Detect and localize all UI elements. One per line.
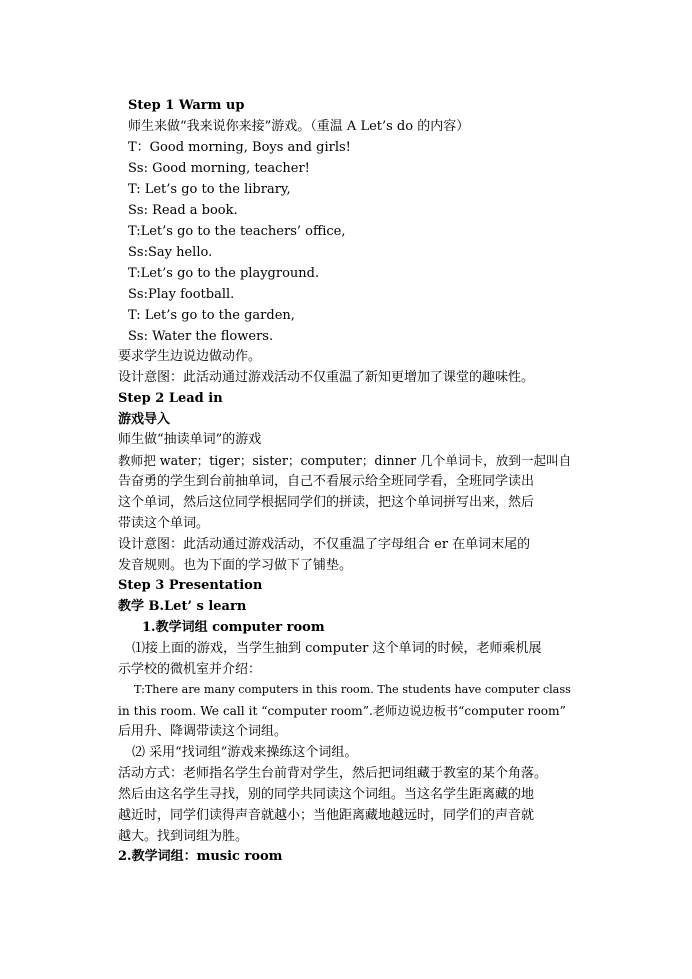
text-line: 然后由这名学生寻找，别的同学共同读这个词组。当这名学生距离藏的地: [118, 787, 535, 802]
step2-heading: Step 2 Lead in: [118, 391, 223, 406]
text-line: 发音规则。也为下面的学习做下了铺垫。: [118, 558, 353, 573]
text-line: in this room. We call it “computer room”.老师边说边板书“computer room”: [118, 704, 566, 718]
step1-heading: Step 1 Warm up: [128, 98, 245, 113]
dialogue-line: T：Good morning, Boys and girls!: [128, 140, 351, 155]
dialogue-line: Ss: Water the flowers.: [128, 329, 274, 344]
dialogue-line: Ss:Play football.: [128, 287, 235, 302]
dialogue-line: T:Let’s go to the teachers’ office,: [128, 224, 346, 239]
step3-heading: Step 3 Presentation: [118, 578, 263, 593]
text-line: 师生来做“我来说你来接”游戏。（重温 A Let’s do 的内容）: [128, 119, 470, 134]
text-line: 要求学生边说边做动作。: [118, 349, 262, 364]
subheading: 游戏导入: [118, 412, 171, 427]
text-line: ⑵ 采用“找词组”游戏来操练这个词组。: [132, 745, 358, 760]
text-line: T:There are many computers in this room. The students have computer class: [134, 683, 571, 696]
design-intent: 设计意图：此活动通过游戏活动不仅重温了新知更增加了课堂的趣味性。: [118, 370, 535, 385]
subheading: 1.教学词组 computer room: [142, 620, 325, 635]
text-line: 越大。找到词组为胜。: [118, 829, 249, 844]
text-line: 活动方式：老师指名学生台前背对学生，然后把词组藏于教室的某个角落。: [118, 766, 548, 781]
dialogue-line: Ss: Read a book.: [128, 203, 238, 218]
text-line: 越近时，同学们读得声音就越小；当他距离藏地越远时，同学们的声音就: [118, 808, 535, 823]
text-line: 告奋勇的学生到台前抽单词，自己不看展示给全班同学看，全班同学读出: [118, 474, 535, 489]
text-line: 示学校的微机室并介绍：: [118, 662, 262, 677]
dialogue-line: T: Let’s go to the library,: [128, 182, 291, 197]
dialogue-line: T:Let’s go to the playground.: [128, 266, 320, 281]
dialogue-line: Ss:Say hello.: [128, 245, 213, 260]
dialogue-line: T: Let’s go to the garden,: [128, 308, 295, 323]
subheading: 教学 B.Let’ s learn: [118, 599, 247, 614]
text-line: ⑴接上面的游戏，当学生抽到 computer 这个单词的时候，老师乘机展: [132, 641, 542, 656]
design-intent: 设计意图：此活动通过游戏活动，不仅重温了字母组合 er 在单词末尾的: [118, 537, 531, 552]
dialogue-line: Ss: Good morning, teacher!: [128, 161, 310, 176]
subheading: 2.教学词组：music room: [118, 849, 283, 864]
text-line: 这个单词，然后这位同学根据同学们的拼读，把这个单词拼写出来，然后: [118, 495, 535, 510]
text-line: 后用升、降调带读这个词组。: [118, 724, 288, 739]
text-line: 教师把 water；tiger；sister；computer；dinner 几个单词卡，放到一起叫自: [118, 453, 572, 468]
text-line: 带读这个单词。: [118, 516, 210, 531]
text-line: 师生做“抽读单词”的游戏: [118, 432, 262, 447]
